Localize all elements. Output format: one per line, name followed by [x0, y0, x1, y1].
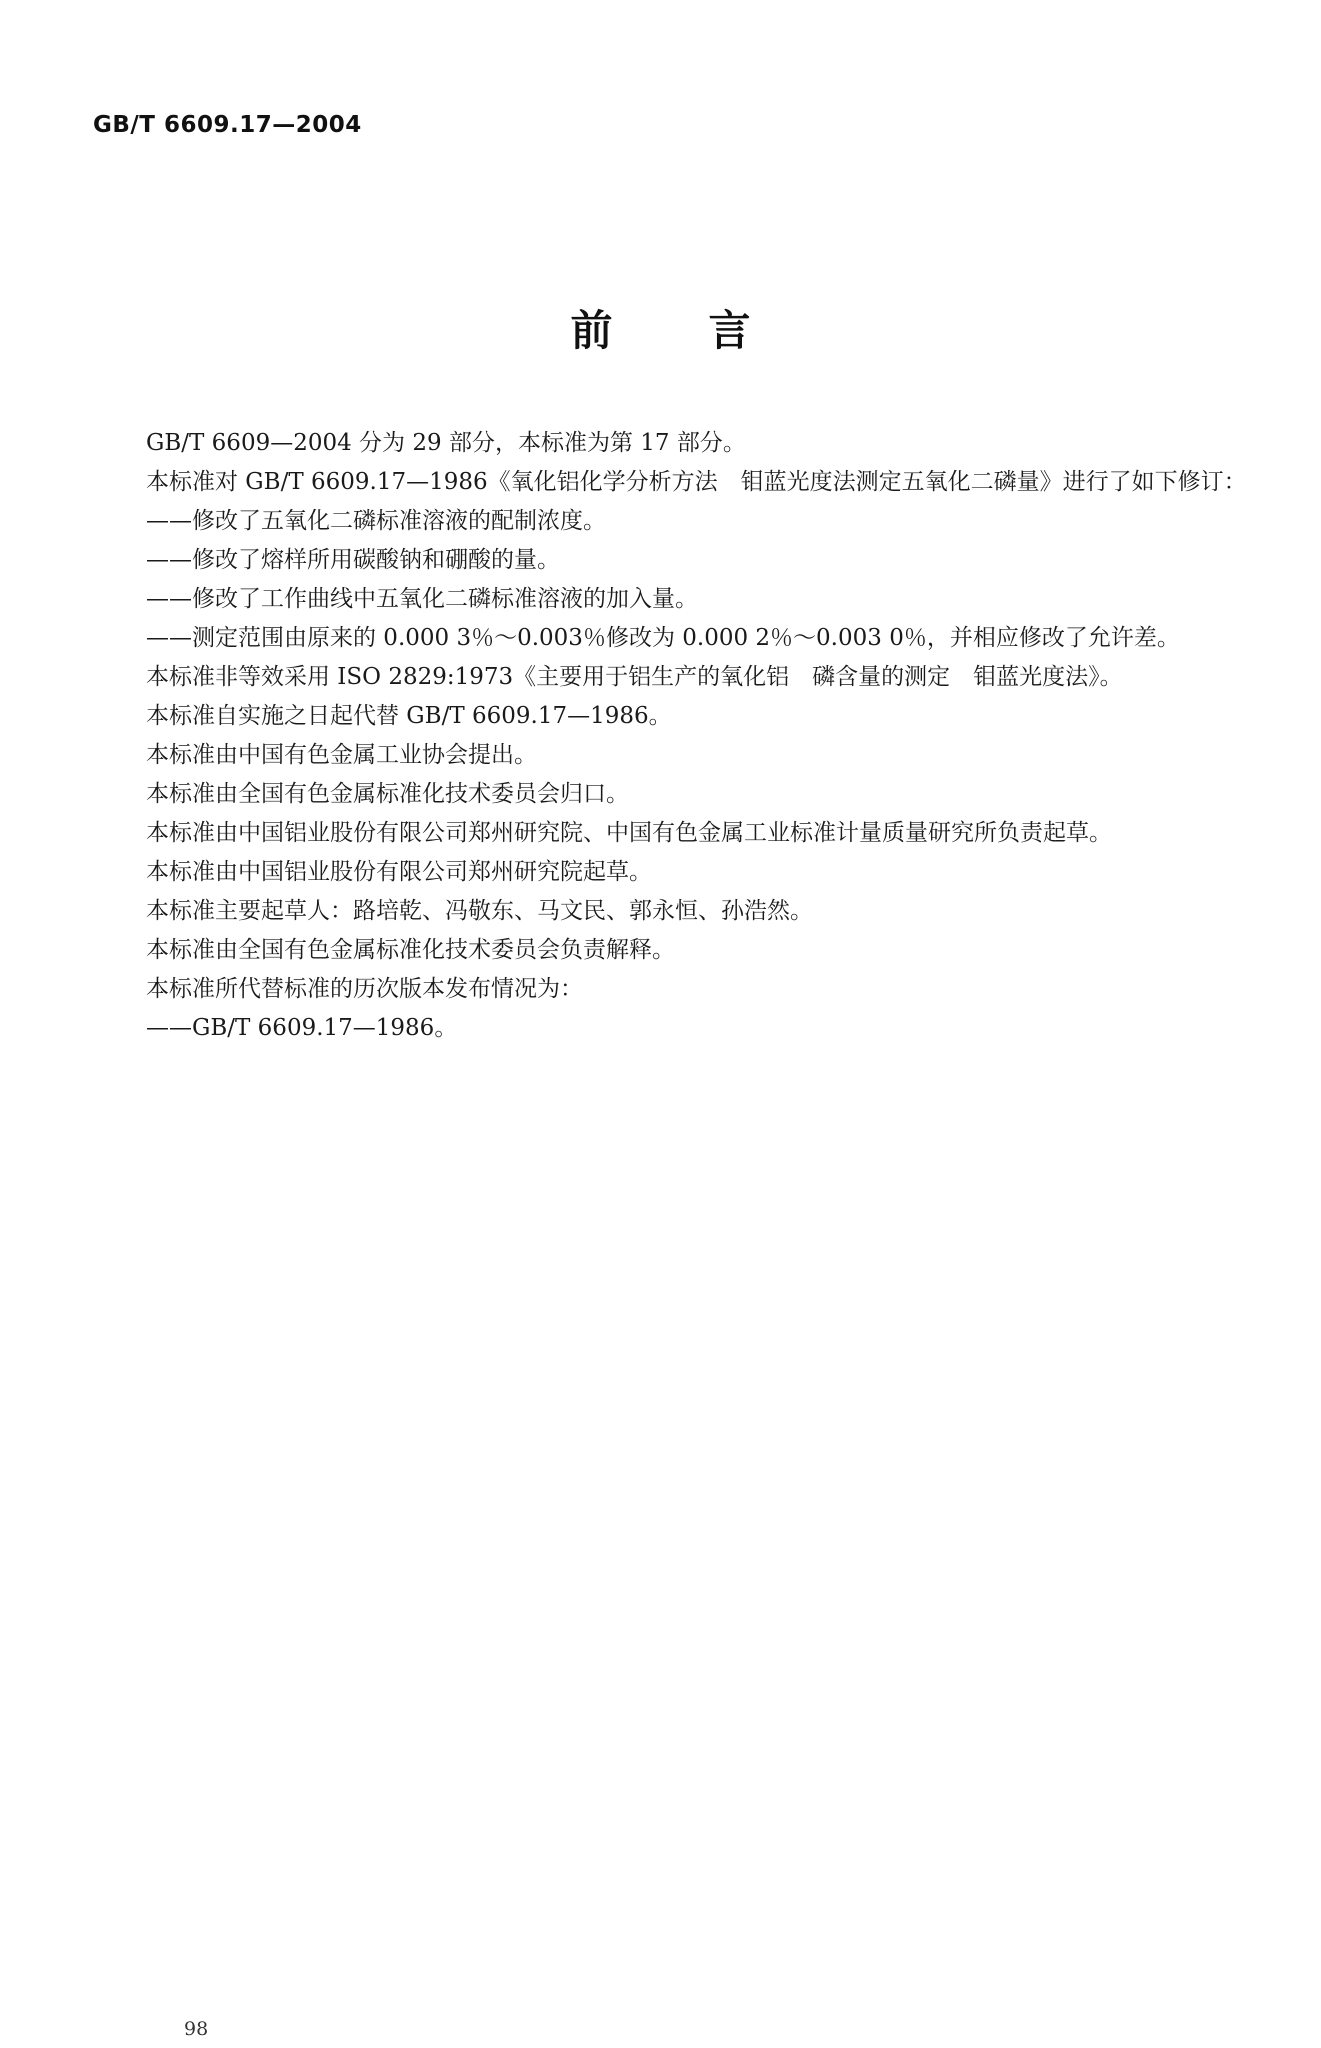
page-number: 98 [184, 2018, 209, 2040]
paragraph-proposed-by: 本标准由中国有色金属工业协会提出。 [146, 742, 537, 768]
standard-number-header: GB/T 6609.17—2004 [93, 112, 362, 138]
paragraph-parts: GB/T 6609—2004 分为 29 部分，本标准为第 17 部分。 [146, 430, 746, 456]
paragraph-revision-intro: 本标准对 GB/T 6609.17—1986《氧化铝化学分析方法 钼蓝光度法测定五氧化二磷量》进行了如下修订： [146, 469, 1247, 495]
paragraph-main-drafters: 本标准主要起草人：路培乾、冯敬东、马文民、郭永恒、孙浩然。 [146, 898, 813, 924]
paragraph-iso-reference: 本标准非等效采用 ISO 2829:1973《主要用于铝生产的氧化铝 磷含量的测定 钼蓝光度法》。 [146, 664, 1123, 690]
revision-item: ——修改了工作曲线中五氧化二磷标准溶液的加入量。 [146, 586, 698, 612]
paragraph-under-jurisdiction: 本标准由全国有色金属标准化技术委员会归口。 [146, 781, 629, 807]
page-title: 前言 [570, 306, 847, 355]
revision-item: ——修改了五氧化二磷标准溶液的配制浓度。 [146, 508, 606, 534]
paragraph-history-intro: 本标准所代替标准的历次版本发布情况为： [146, 976, 583, 1002]
paragraph-replaces: 本标准自实施之日起代替 GB/T 6609.17—1986。 [146, 703, 672, 729]
paragraph-responsible-drafting: 本标准由中国铝业股份有限公司郑州研究院、中国有色金属工业标准计量质量研究所负责起草。 [146, 820, 1112, 846]
revision-item: ——修改了熔样所用碳酸钠和硼酸的量。 [146, 547, 560, 573]
history-item: ——GB/T 6609.17—1986。 [146, 1015, 458, 1041]
paragraph-drafted-by: 本标准由中国铝业股份有限公司郑州研究院起草。 [146, 859, 652, 885]
preface-body [100, 424, 1300, 1048]
revision-item: ——测定范围由原来的 0.000 3％～0.003％修改为 0.000 2％～0.003 0％，并相应修改了允许差。 [146, 625, 1180, 651]
paragraph-interpretation: 本标准由全国有色金属标准化技术委员会负责解释。 [146, 937, 675, 963]
